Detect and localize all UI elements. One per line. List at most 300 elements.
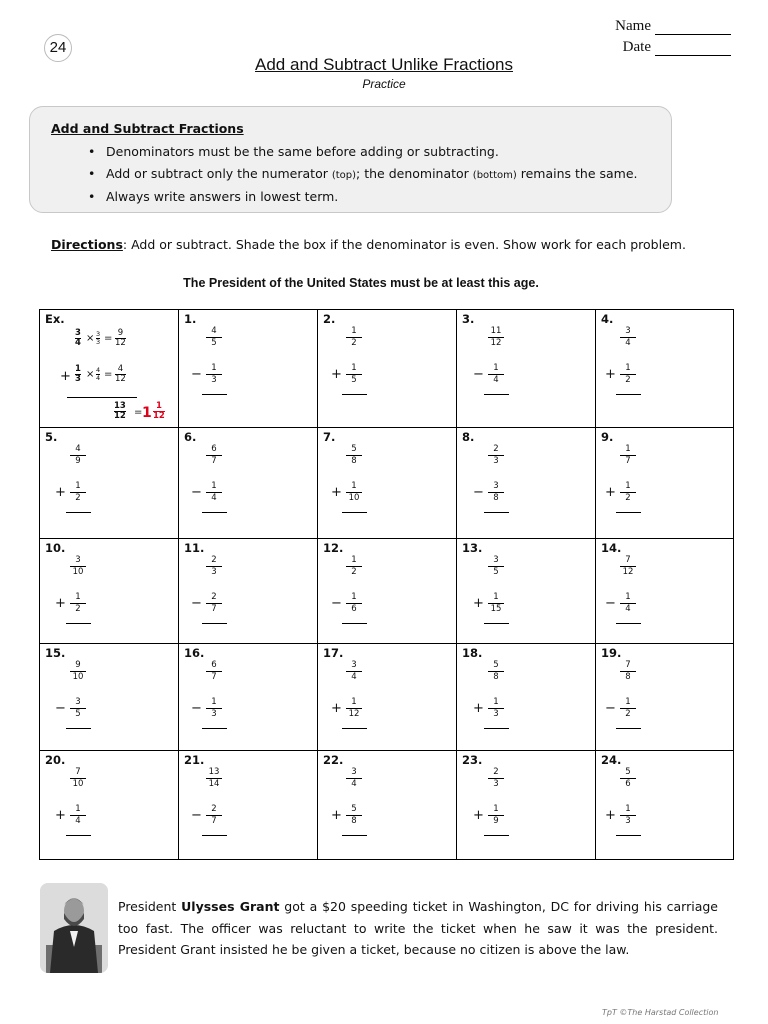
denominator: 4 — [620, 337, 636, 348]
fraction — [206, 661, 222, 682]
numerator: 1 — [211, 481, 217, 491]
numerator: 1 — [493, 363, 499, 373]
fraction — [346, 805, 362, 826]
numerator: 1 — [351, 592, 357, 602]
denominator: 8 — [346, 455, 362, 466]
fraction — [346, 482, 362, 503]
footer-credit: TpT ©The Harstad Collection — [602, 1008, 719, 1017]
ex-result — [115, 365, 126, 384]
numerator: 6 — [211, 444, 217, 454]
problem-cell[interactable] — [179, 644, 318, 751]
numerator: 1 — [155, 401, 162, 411]
answer-line[interactable] — [66, 835, 91, 836]
denominator: 4 — [96, 374, 101, 382]
directions-text: : Add or subtract. Shade the box if the denominator is even. Show work for each problem. — [122, 237, 686, 252]
numerator: 9 — [117, 328, 124, 338]
numerator: 13 — [208, 767, 220, 777]
numerator: 7 — [625, 660, 631, 670]
fraction — [346, 661, 362, 682]
denominator: 3 — [206, 566, 222, 577]
answer-line[interactable] — [66, 623, 91, 624]
ex-whole: 1 — [142, 405, 152, 421]
numerator: 1 — [625, 804, 631, 814]
numerator: 1 — [493, 697, 499, 707]
denominator: 10 — [70, 671, 86, 682]
denominator: 6 — [620, 778, 636, 789]
denominator: 2 — [346, 337, 362, 348]
problem-number: 5. — [45, 430, 58, 444]
numerator: 5 — [351, 804, 357, 814]
rule-text: Always write answers in lowest term. — [106, 189, 339, 204]
fraction — [620, 482, 636, 503]
numerator: 4 — [96, 366, 101, 374]
name-field[interactable] — [655, 21, 731, 35]
denominator: 4 — [346, 671, 362, 682]
story-name: Ulysses Grant — [181, 899, 280, 914]
numerator: 4 — [117, 364, 124, 374]
fraction — [346, 364, 362, 385]
numerator: 1 — [211, 697, 217, 707]
answer-line[interactable] — [342, 512, 367, 513]
problem-cell[interactable] — [179, 751, 318, 860]
denominator: 3 — [206, 708, 222, 719]
operator: + — [605, 808, 616, 823]
answer-line[interactable] — [616, 394, 641, 395]
problem-cell[interactable] — [318, 644, 457, 751]
problem-number: 22. — [323, 753, 344, 767]
denominator: 2 — [70, 492, 86, 503]
answer-line[interactable] — [202, 394, 227, 395]
ex-fraction — [75, 329, 81, 348]
numerator: 3 — [493, 555, 499, 565]
operator: + — [55, 485, 66, 500]
numerator: 11 — [490, 326, 502, 336]
problem-cell[interactable] — [179, 428, 318, 539]
problem-number: 7. — [323, 430, 336, 444]
date-label: Date — [622, 39, 651, 55]
denominator: 12 — [620, 566, 636, 577]
problem-number: 12. — [323, 541, 344, 555]
fraction — [620, 445, 636, 466]
problem-number: 4. — [601, 312, 614, 326]
fraction — [620, 768, 636, 789]
answer-line[interactable] — [484, 728, 509, 729]
operator: − — [191, 701, 202, 716]
denominator: 4 — [206, 492, 222, 503]
denominator: 9 — [70, 455, 86, 466]
problem-cell[interactable] — [457, 644, 596, 751]
problem-number: 8. — [462, 430, 475, 444]
rules-list — [51, 141, 671, 208]
problem-number: 23. — [462, 753, 483, 767]
example-cell[interactable] — [40, 310, 179, 428]
operator: − — [473, 367, 484, 382]
numerator: 5 — [351, 444, 357, 454]
answer-line[interactable] — [484, 394, 509, 395]
operator: + — [331, 485, 342, 500]
numerator: 2 — [493, 444, 499, 454]
numerator: 3 — [351, 660, 357, 670]
problem-cell[interactable] — [596, 751, 734, 860]
problem-cell[interactable] — [596, 310, 734, 428]
name-label: Name — [615, 18, 651, 34]
denominator: 4 — [620, 603, 636, 614]
operator: − — [605, 596, 616, 611]
problem-cell[interactable] — [40, 539, 179, 644]
operator: − — [191, 485, 202, 500]
denominator: 3 — [206, 374, 222, 385]
numerator: 1 — [75, 364, 81, 374]
fraction — [620, 805, 636, 826]
numerator: 3 — [625, 326, 631, 336]
operator: − — [605, 701, 616, 716]
operator: + — [605, 485, 616, 500]
denominator: 10 — [70, 778, 86, 789]
problem-number: 1. — [184, 312, 197, 326]
portrait-icon — [40, 883, 108, 973]
operator: − — [191, 367, 202, 382]
page-subtitle: Practice — [362, 77, 406, 91]
question-heading: The President of the United States must be at least this age. — [183, 276, 539, 290]
numerator: 3 — [493, 481, 499, 491]
denominator: 5 — [206, 337, 222, 348]
rule-text: ; the denominator — [356, 165, 473, 181]
denominator: 5 — [488, 566, 504, 577]
denominator: 10 — [346, 492, 362, 503]
operator: − — [55, 701, 66, 716]
fraction — [206, 445, 222, 466]
denominator: 6 — [346, 603, 362, 614]
operator: + — [331, 808, 342, 823]
answer-line[interactable] — [202, 512, 227, 513]
fraction — [620, 364, 636, 385]
problem-number: 13. — [462, 541, 483, 555]
denominator: 8 — [620, 671, 636, 682]
denominator: 5 — [70, 708, 86, 719]
directions — [51, 237, 686, 252]
operator: + — [331, 701, 342, 716]
problem-number: 14. — [601, 541, 622, 555]
ex-equals: = — [134, 407, 143, 418]
denominator: 8 — [488, 671, 504, 682]
fraction — [620, 593, 636, 614]
numerator: 2 — [211, 555, 217, 565]
problem-number: 20. — [45, 753, 66, 767]
operator: − — [191, 808, 202, 823]
problem-number: 19. — [601, 646, 622, 660]
answer-line[interactable] — [484, 623, 509, 624]
answer-line[interactable] — [202, 623, 227, 624]
rules-box — [29, 106, 672, 213]
fraction — [488, 445, 504, 466]
problem-cell[interactable] — [40, 644, 179, 751]
denominator: 2 — [70, 603, 86, 614]
answer-line[interactable] — [66, 512, 91, 513]
ex-mixed-fraction — [153, 402, 165, 421]
operator: + — [473, 596, 484, 611]
ex-sum-line — [67, 397, 137, 398]
denominator: 8 — [346, 815, 362, 826]
denominator: 2 — [346, 566, 362, 577]
fraction — [206, 556, 222, 577]
fraction — [206, 327, 222, 348]
denominator: 14 — [206, 778, 222, 789]
answer-line[interactable] — [616, 623, 641, 624]
grant-portrait — [40, 883, 108, 973]
example-label: Ex. — [45, 312, 65, 326]
problem-cell[interactable] — [596, 428, 734, 539]
problem-number: 6. — [184, 430, 197, 444]
operator: + — [55, 808, 66, 823]
fraction — [346, 768, 362, 789]
problem-cell[interactable] — [179, 539, 318, 644]
numerator: 1 — [625, 363, 631, 373]
fraction — [206, 805, 222, 826]
fraction — [488, 556, 504, 577]
operator: + — [473, 701, 484, 716]
denominator: 3 — [620, 815, 636, 826]
rule-note: (bottom) — [472, 169, 517, 181]
story-text: President — [118, 899, 182, 914]
problem-number: 21. — [184, 753, 205, 767]
numerator: 1 — [493, 592, 499, 602]
answer-line[interactable] — [616, 835, 641, 836]
numerator: 7 — [75, 767, 81, 777]
numerator: 1 — [75, 481, 81, 491]
denominator: 4 — [75, 338, 81, 348]
story-text: got a $20 speeding ticket in Washington, DC for driving his carriage too fast. The officer was reluctant to write the ticket when he saw it was the president. President Grant insisted he be given a ticket, because no citizen is above the law. — [118, 899, 719, 957]
rule-text: Add or subtract only the numerator — [106, 165, 332, 181]
fraction — [488, 698, 504, 719]
problem-cell[interactable] — [40, 751, 179, 860]
fraction — [620, 661, 636, 682]
denominator: 7 — [206, 455, 222, 466]
numerator: 3 — [96, 330, 101, 338]
denominator: 15 — [488, 603, 504, 614]
numerator: 5 — [625, 767, 631, 777]
denominator: 12 — [115, 338, 126, 348]
denominator: 5 — [346, 374, 362, 385]
problem-number: 15. — [45, 646, 66, 660]
rule-item — [106, 141, 671, 163]
denominator: 3 — [488, 455, 504, 466]
denominator: 7 — [206, 603, 222, 614]
fraction — [70, 593, 86, 614]
fraction — [620, 698, 636, 719]
numerator: 3 — [75, 328, 81, 338]
fraction — [206, 482, 222, 503]
ex-multiplier — [96, 331, 100, 346]
operator: + — [331, 367, 342, 382]
fraction — [488, 661, 504, 682]
problem-cell[interactable] — [457, 539, 596, 644]
operator: + — [473, 808, 484, 823]
numerator: 1 — [351, 363, 357, 373]
story-paragraph — [118, 896, 718, 961]
operator: − — [473, 485, 484, 500]
denominator: 9 — [488, 815, 504, 826]
numerator: 1 — [625, 481, 631, 491]
fraction — [206, 593, 222, 614]
fraction — [70, 698, 86, 719]
fraction — [488, 593, 504, 614]
numerator: 13 — [114, 401, 126, 411]
ex-sum — [114, 402, 126, 421]
problem-cell[interactable] — [40, 428, 179, 539]
problem-grid — [39, 309, 734, 860]
numerator: 9 — [75, 660, 81, 670]
denominator: 2 — [620, 374, 636, 385]
answer-line[interactable] — [484, 835, 509, 836]
answer-line[interactable] — [66, 728, 91, 729]
fraction — [346, 593, 362, 614]
denominator: 3 — [488, 708, 504, 719]
rule-note: (top) — [331, 169, 357, 181]
fraction — [488, 482, 504, 503]
fraction — [70, 445, 86, 466]
numerator: 1 — [351, 326, 357, 336]
problem-number: 9. — [601, 430, 614, 444]
denominator: 7 — [206, 815, 222, 826]
fraction — [488, 364, 504, 385]
fraction — [346, 556, 362, 577]
numerator: 1 — [351, 555, 357, 565]
operator: + — [55, 596, 66, 611]
problem-cell[interactable] — [318, 751, 457, 860]
ex-times: × — [86, 369, 95, 380]
problem-cell[interactable] — [596, 539, 734, 644]
answer-line[interactable] — [342, 394, 367, 395]
denominator: 12 — [114, 411, 126, 421]
problem-cell[interactable] — [318, 428, 457, 539]
denominator: 4 — [488, 374, 504, 385]
numerator: 1 — [625, 444, 631, 454]
problem-cell[interactable] — [318, 539, 457, 644]
fraction — [346, 445, 362, 466]
fraction — [70, 482, 86, 503]
problem-cell[interactable] — [457, 751, 596, 860]
denominator: 12 — [153, 411, 165, 421]
ex-multiplier — [96, 367, 100, 382]
rule-text: Denominators must be the same before adding or subtracting. — [106, 144, 499, 159]
fraction — [346, 698, 362, 719]
fraction — [488, 327, 504, 348]
rules-title: Add and Subtract Fractions — [51, 121, 244, 136]
fraction — [70, 556, 86, 577]
answer-line[interactable] — [616, 728, 641, 729]
answer-line[interactable] — [616, 512, 641, 513]
operator: − — [191, 596, 202, 611]
denominator: 4 — [346, 778, 362, 789]
problem-cell[interactable] — [318, 310, 457, 428]
problem-cell[interactable] — [179, 310, 318, 428]
numerator: 1 — [75, 592, 81, 602]
problem-cell[interactable] — [457, 428, 596, 539]
fraction — [70, 768, 86, 789]
answer-line[interactable] — [484, 512, 509, 513]
numerator: 3 — [75, 555, 81, 565]
denominator: 3 — [488, 778, 504, 789]
rule-item — [106, 163, 671, 187]
fraction — [206, 698, 222, 719]
problem-number: 10. — [45, 541, 66, 555]
numerator: 7 — [625, 555, 631, 565]
ex-result — [115, 329, 126, 348]
rule-item — [106, 186, 671, 208]
fraction — [70, 661, 86, 682]
ex-equals: = — [104, 333, 113, 344]
problem-cell[interactable] — [457, 310, 596, 428]
problem-number: 24. — [601, 753, 622, 767]
numerator: 1 — [493, 804, 499, 814]
denominator: 8 — [488, 492, 504, 503]
date-field[interactable] — [655, 42, 731, 56]
numerator: 6 — [211, 660, 217, 670]
numerator: 2 — [211, 804, 217, 814]
denominator: 12 — [346, 708, 362, 719]
numerator: 2 — [211, 592, 217, 602]
fraction — [206, 364, 222, 385]
numerator: 3 — [75, 697, 81, 707]
fraction — [206, 768, 222, 789]
fraction — [620, 327, 636, 348]
numerator: 1 — [625, 697, 631, 707]
directions-label: Directions — [51, 237, 123, 252]
answer-line[interactable] — [202, 728, 227, 729]
ex-equals: = — [104, 369, 113, 380]
operator: − — [331, 596, 342, 611]
numerator: 5 — [493, 660, 499, 670]
denominator: 2 — [620, 492, 636, 503]
numerator: 1 — [75, 804, 81, 814]
numerator: 4 — [211, 326, 217, 336]
rule-text: remains the same. — [516, 165, 638, 181]
problem-number: 11. — [184, 541, 205, 555]
denominator: 7 — [206, 671, 222, 682]
ex-times: × — [86, 333, 95, 344]
fraction — [488, 805, 504, 826]
name-date-block — [613, 14, 731, 56]
denominator: 2 — [620, 708, 636, 719]
page-number-badge: 24 — [44, 34, 72, 62]
page-title: Add and Subtract Unlike Fractions — [255, 55, 513, 74]
denominator: 12 — [115, 374, 126, 384]
numerator: 1 — [351, 481, 357, 491]
problem-number: 3. — [462, 312, 475, 326]
numerator: 1 — [211, 363, 217, 373]
problem-number: 2. — [323, 312, 336, 326]
denominator: 12 — [488, 337, 504, 348]
numerator: 1 — [351, 697, 357, 707]
answer-line[interactable] — [342, 623, 367, 624]
numerator: 2 — [493, 767, 499, 777]
denominator: 3 — [75, 374, 81, 384]
problem-cell[interactable] — [596, 644, 734, 751]
answer-line[interactable] — [342, 728, 367, 729]
operator: + — [605, 367, 616, 382]
numerator: 1 — [625, 592, 631, 602]
denominator: 3 — [96, 338, 101, 346]
problem-number: 16. — [184, 646, 205, 660]
answer-line[interactable] — [202, 835, 227, 836]
answer-line[interactable] — [342, 835, 367, 836]
fraction — [346, 327, 362, 348]
fraction — [620, 556, 636, 577]
ex-operator: + — [60, 369, 71, 384]
ex-fraction — [75, 365, 81, 384]
denominator: 10 — [70, 566, 86, 577]
denominator: 4 — [70, 815, 86, 826]
